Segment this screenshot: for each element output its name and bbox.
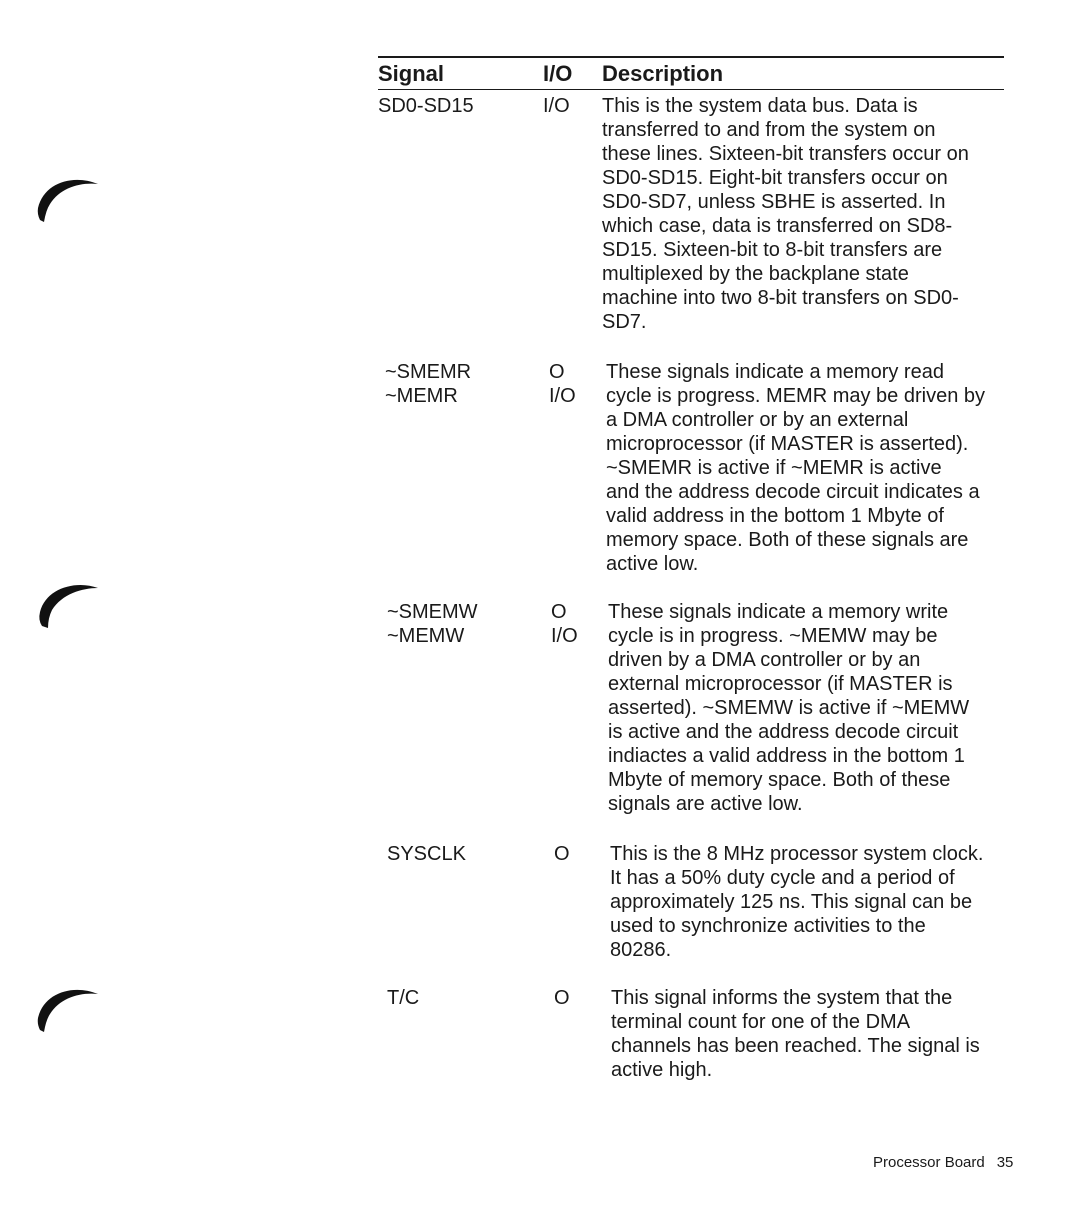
binder-hole-mark: [30, 980, 100, 1040]
signal-name: T/C: [387, 987, 420, 1009]
signal-description: These signals indicate a memory write cycle is in progress. ~MEMW may be driven by a DMA controller or by an external microprocessor (if MASTER is asserted). ~SMEMW is active if ~MEMW is active and the address decode circuit indiactes a valid address in the bottom 1 Mbyte of memory space. Both of these signals are active low.: [608, 601, 970, 815]
io-direction: O: [554, 843, 570, 865]
signal-name: SYSCLK: [387, 843, 466, 865]
header-io: I/O: [543, 61, 573, 86]
footer-section-title: Processor Board: [873, 1154, 985, 1171]
io-direction: O: [554, 987, 570, 1009]
io-direction: I/O: [543, 95, 570, 117]
binder-hole-mark: [32, 576, 102, 636]
header-description: Description: [602, 61, 724, 86]
signal-name: ~SMEMW ~MEMW: [387, 601, 478, 647]
header-signal: Signal: [378, 61, 445, 86]
io-direction: O I/O: [551, 601, 578, 647]
table-header-rule: [378, 89, 1004, 90]
signal-description: This is the system data bus. Data is transferred to and from the system on these lines. Sixteen-bit transfers occur on SD0-SD15. Eight-bit transfers occur on SD0-SD7, unless SBHE is asserted. In which case, data is transferred on SD8- SD15. Sixteen-bit to 8-bit transfers are multiplexed by the backplane state machine into two 8-bit transfers on SD0- SD7.: [602, 95, 969, 333]
signal-name: SD0-SD15: [378, 95, 474, 117]
page-number: 35: [996, 1154, 1014, 1171]
signal-description: These signals indicate a memory read cycle is progress. MEMR may be driven by a DMA controller or by an external microprocessor (if MASTER is asserted). ~SMEMR is active if ~MEMR is active and the address decode circuit indicates a valid address in the bottom 1 Mbyte of memory space. Both of these signals are active low.: [606, 361, 986, 575]
signal-description: This signal informs the system that the terminal count for one of the DMA channels has been reached. The signal is active high.: [611, 987, 980, 1081]
signal-description: This is the 8 MHz processor system clock. It has a 50% duty cycle and a period of approximately 125 ns. This signal can be used to synchronize activities to the 80286.: [610, 843, 984, 961]
binder-hole-mark: [30, 170, 100, 230]
io-direction: O I/O: [549, 361, 576, 407]
page-footer: [873, 1153, 1013, 1173]
signal-name: ~SMEMR ~MEMR: [385, 361, 472, 407]
table-top-rule: [378, 56, 1004, 58]
